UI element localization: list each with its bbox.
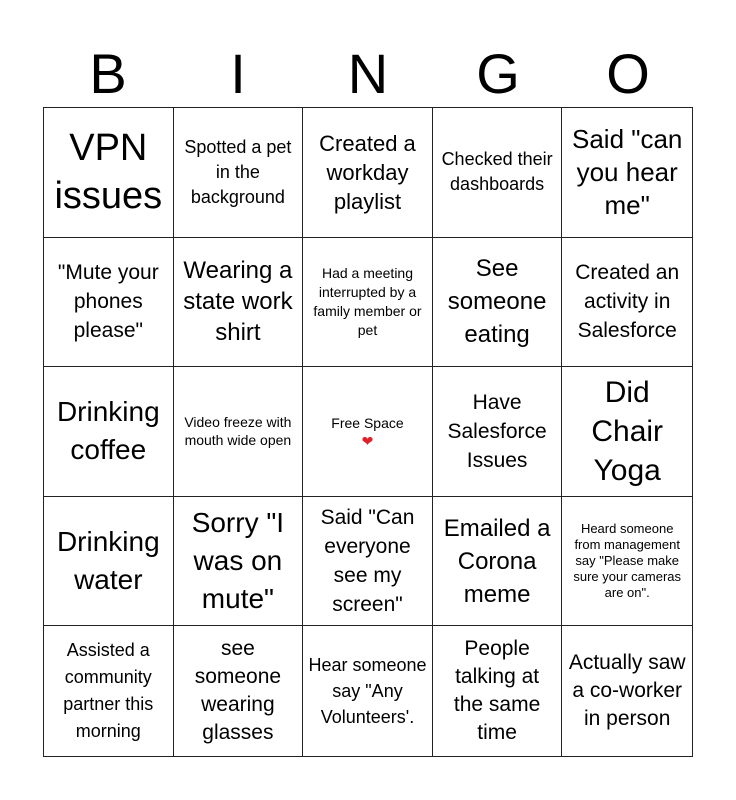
header-letter-i: I — [230, 42, 246, 105]
bingo-cell[interactable] — [433, 238, 563, 368]
bingo-cell[interactable] — [174, 626, 304, 756]
header-letter-o: O — [606, 42, 650, 105]
cell-text: Did Chair Yoga — [591, 375, 664, 487]
bingo-cell[interactable] — [303, 367, 433, 497]
cell-text: Said "Can everyone see my screen" — [320, 506, 415, 617]
cell-text: Drinking water — [56, 526, 160, 596]
cell-text: Sorry "I was on mute" — [191, 507, 285, 615]
cell-text: see someone wearing glasses — [194, 637, 282, 745]
bingo-card-grid — [43, 107, 693, 757]
bingo-cell[interactable] — [303, 626, 433, 756]
bingo-cell[interactable] — [174, 108, 304, 238]
cell-text: Wearing a state work shirt — [183, 257, 293, 347]
bingo-cell[interactable] — [44, 497, 174, 627]
bingo-cell[interactable] — [174, 367, 304, 497]
cell-text: VPN issues — [54, 127, 163, 218]
bingo-cell[interactable] — [303, 497, 433, 627]
cell-text: People talking at the same time — [453, 637, 541, 745]
cell-text: Created a workday playlist — [319, 130, 416, 214]
cell-text: Spotted a pet in the background — [184, 136, 292, 207]
cell-text: Created an activity in Salesforce — [575, 261, 680, 343]
bingo-cell[interactable] — [303, 108, 433, 238]
cell-text: Hear someone say "Any Volunteers'. — [308, 655, 427, 728]
bingo-cell[interactable] — [562, 497, 692, 627]
bingo-cell[interactable] — [433, 367, 563, 497]
cell-text: Had a meeting interrupted by a family member or pet — [313, 264, 422, 338]
bingo-cell[interactable] — [44, 238, 174, 368]
cell-text: "Mute your phones please" — [57, 261, 159, 343]
bingo-cell[interactable] — [44, 626, 174, 756]
cell-text: See someone eating — [447, 255, 547, 349]
cell-text: Have Salesforce Issues — [447, 390, 547, 472]
bingo-cell[interactable] — [44, 367, 174, 497]
bingo-cell[interactable] — [44, 108, 174, 238]
header-letter-b: B — [89, 42, 127, 105]
heart-icon: ❤ — [361, 432, 374, 449]
cell-text: Heard someone from management say "Please make sure your cameras are on". — [573, 521, 682, 601]
bingo-cell[interactable] — [562, 367, 692, 497]
free-space-label: Free Space — [331, 414, 404, 431]
bingo-cell[interactable] — [433, 108, 563, 238]
cell-text: Emailed a Corona meme — [443, 514, 551, 608]
bingo-cell[interactable] — [174, 238, 304, 368]
cell-text: Drinking coffee — [56, 396, 160, 466]
bingo-cell[interactable] — [562, 108, 692, 238]
bingo-header — [43, 44, 693, 104]
cell-text: Said "can you hear me" — [571, 123, 683, 220]
bingo-cell[interactable] — [174, 497, 304, 627]
bingo-cell[interactable] — [433, 626, 563, 756]
bingo-cell[interactable] — [303, 238, 433, 368]
bingo-cell[interactable] — [562, 626, 692, 756]
header-letter-n: N — [347, 42, 389, 105]
cell-text: Checked their dashboards — [441, 149, 553, 195]
cell-text: Video freeze with mouth wide open — [184, 414, 292, 449]
bingo-cell[interactable] — [433, 497, 563, 627]
cell-text: Assisted a community partner this morning — [63, 640, 154, 742]
cell-text: Actually saw a co-worker in person — [568, 651, 686, 731]
header-letter-g: G — [476, 42, 520, 105]
bingo-cell[interactable] — [562, 238, 692, 368]
